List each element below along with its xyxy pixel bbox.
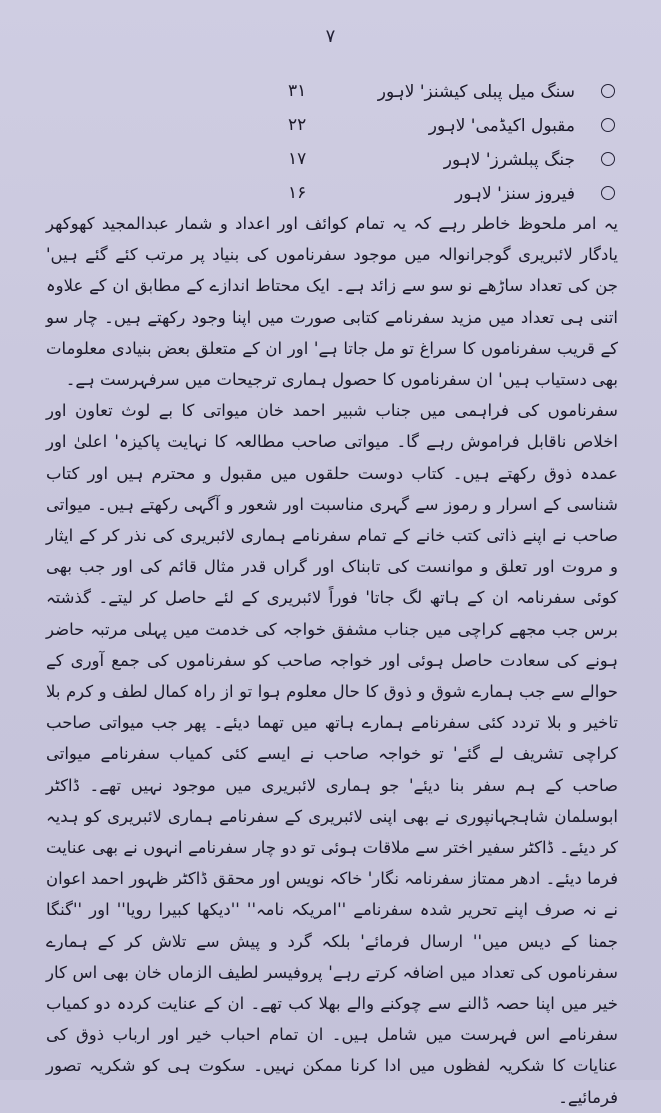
paragraph-acknowledgements: سفرناموں کی فراہمی میں جناب شبیر احمد خان میواتی کا بے لوث تعاون اور اخلاص ناقابل فراموش رہے گا۔ میواتی صاحب مطالعہ کا نہایت پاکیزہ' اعلیٰ اور عمدہ ذوق رکھتے ہیں۔ کتاب دوست حلقوں میں مقبول و محترم ہیں اور کتاب شناسی کے اسرار و رموز سے گہری مناسبت اور شعور و آگہی رکھتے ہیں۔ میواتی صاحب نے اپنے ذاتی کتب خانے کے تمام سفرنامے ہماری لائبریری کی نذر کر کے ایثار و مروت اور تعلق و موانست کی تابناک اور گراں قدر مثال قائم کی اور جب بھی کوئی سفرنامہ ان کے ہاتھ لگ جاتا' فوراً لائبریری کے لئے حاصل کر لیتے۔ گذشتہ برس جب مجھے کراچی میں جناب مشفق خواجہ کی خدمت میں پہلی مرتبہ حاضر ہونے کی سعادت حاصل ہوئی اور خواجہ صاحب کو سفرناموں کی جمع آوری کے حوالے سے جب ہمارے شوق و ذوق کا حال معلوم ہوا تو از راہ کمال لطف و کرم بلا تاخیر و بلا تردد کئی سفرنامے ہمارے ہاتھ میں تھما دیئے۔ پھر جب میواتی صاحب کراچی تشریف لے گئے' تو خواجہ صاحب نے ایسے کئی کمیاب سفرنامے میواتی صاحب کے ہم سفر بنا دیئے' جو ہماری لائبریری میں موجود نہیں تھے۔ ڈاکٹر ابوسلمان شاہجہانپوری نے بھی اپنی لائبریری کے سفرنامے ہماری لائبریری کو ہدیہ کر دیئے۔ ڈاکٹر سفیر اختر سے ملاقات ہوئی تو دو چار سفرنامے انہوں نے بھی عنایت فرما دیئے۔ ادھر ممتاز سفرنامہ نگار' خاکہ نویس اور محقق ڈاکٹر ظہور احمد اعوان نے نہ صرف اپنے تحریر شدہ سفرنامے ''امریکہ نامہ'' ''دیکھا کبیرا رویا'' اور ''گنگا جمنا کے دیس میں'' ارسال فرمائے' بلکہ گرد و پیش سے تلاش کر کے ہمارے سفرناموں کی تعداد میں اضافہ کرتے رہے' پروفیسر لطیف الزماں خان بھی اس کار خیر میں اپنا حصہ ڈالنے سے چوکنے والے بھلا کب تھے۔ ان کے عنایت کردہ دو کمیاب سفرنامے اس فہرست میں شامل ہیں۔ ان تمام احباب خیر اور ارباب ذوق کی عنایات کا شکریہ لفظوں میں ادا کرنا ممکن نہیں۔ سکوت ہی کو شکریہ تصور فرمائیے۔ — [46, 401, 618, 1107]
circle-bullet-icon — [601, 118, 615, 132]
publisher-list — [250, 74, 615, 210]
list-item — [250, 142, 615, 176]
list-item — [250, 176, 615, 210]
publisher-name: سنگ میل پبلی کیشنز' لاہور — [377, 81, 575, 102]
paragraph-survey-note: یہ امر ملحوظ خاطر رہے کہ یہ تمام کوائف اور اعداد و شمار عبدالمجید کھوکھر یادگار لائبریری گوجرانوالہ میں موجود سفرناموں کی بنیاد پر مرتب کئے گئے ہیں' جن کی تعداد ساڑھے نو سو سے زائد ہے۔ ایک محتاط اندازے کے مطابق ان کے علاوہ اتنی ہی تعداد میں مزید سفرنامے کتابی صورت میں اپنا وجود رکھتے ہیں۔ چار سو کے قریب سفرناموں کا سراغ تو مل جاتا ہے' اور ان کے متعلق بعض بنیادی معلومات بھی دستیاب ہیں' ان سفرناموں کا حصول ہماری ترجیحات میں سرفہرست ہے۔ — [46, 214, 618, 390]
list-item — [250, 108, 615, 142]
publisher-name: مقبول اکیڈمی' لاہور — [428, 115, 575, 136]
circle-bullet-icon — [601, 84, 615, 98]
publisher-count: ۱۷ — [288, 149, 307, 169]
circle-bullet-icon — [601, 186, 615, 200]
body-text — [46, 208, 618, 1113]
publisher-count: ۲۲ — [288, 115, 307, 135]
page-number: ۷ — [325, 26, 336, 47]
publisher-count: ۱۶ — [288, 183, 307, 203]
circle-bullet-icon — [601, 152, 615, 166]
publisher-count: ۳۱ — [288, 81, 307, 101]
publisher-name: جنگ پبلشرز' لاہور — [443, 149, 575, 170]
list-item — [250, 74, 615, 108]
publisher-name: فیروز سنز' لاہور — [455, 183, 575, 204]
